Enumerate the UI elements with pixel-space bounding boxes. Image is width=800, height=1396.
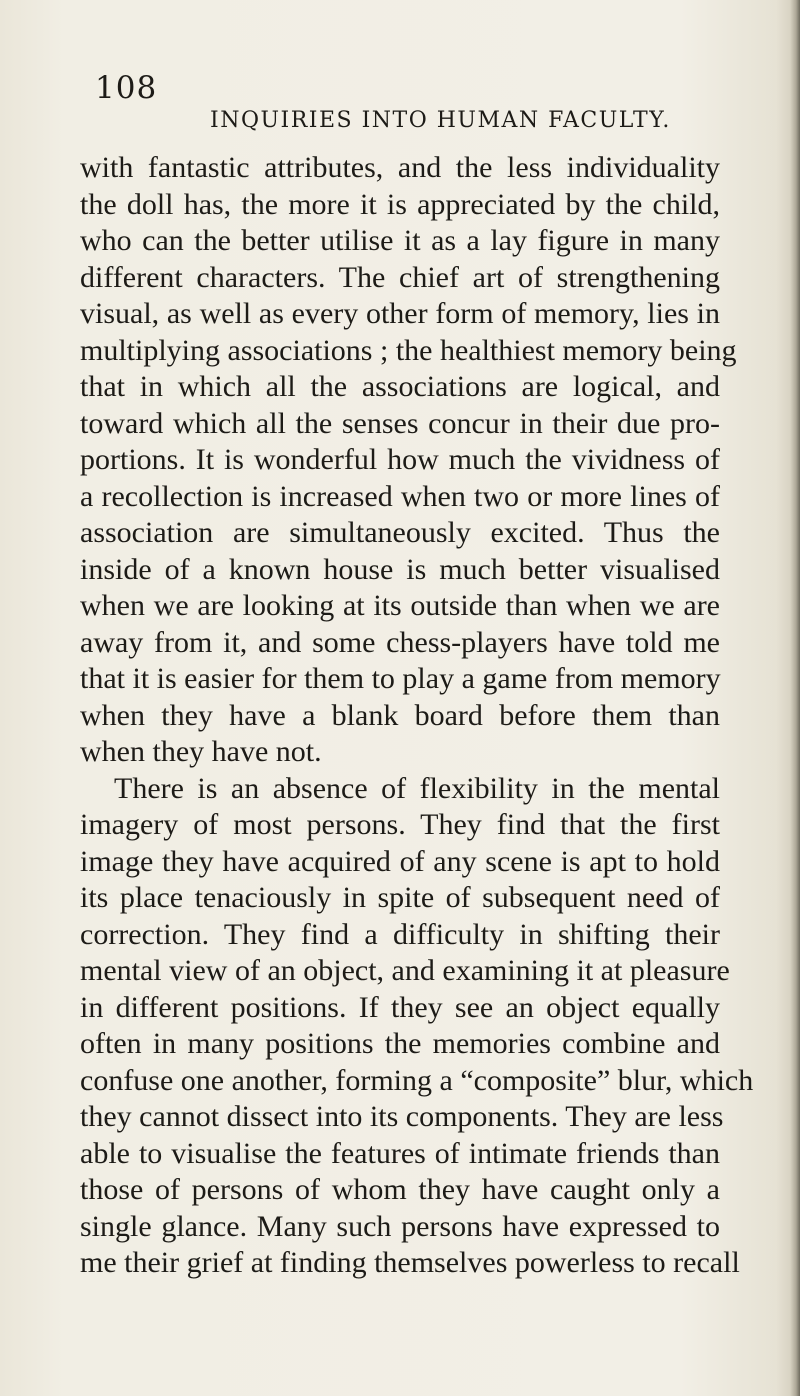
text-line: toward which all the senses concur in their due pro-	[80, 406, 720, 440]
text-line: the doll has, the more it is appreciated by the child,	[80, 187, 720, 221]
page-edge-shadow	[790, 0, 800, 1396]
text-line: when they have a blank board before them than	[80, 698, 720, 732]
page-number: 108	[95, 70, 158, 106]
text-line: a recollection is increased when two or more lines of	[80, 479, 720, 513]
text-line-paragraph-start: There is an absence of flexibility in the mental	[114, 771, 720, 805]
text-line: its place tenaciously in spite of subsequent need of	[80, 881, 720, 914]
text-line: confuse one another, forming a “composite” blur, which	[80, 1063, 754, 1097]
text-line: they cannot dissect into its components. They are less	[80, 1100, 724, 1133]
text-line: multiplying associations ; the healthiest memory being	[80, 333, 737, 367]
text-line: single glance. Many such persons have expressed to	[80, 1209, 720, 1243]
page-header	[95, 70, 671, 133]
text-line: with fantastic attributes, and the less individuality	[80, 151, 720, 184]
body-text	[80, 150, 754, 1282]
text-line: when we are looking at its outside than when we are	[80, 589, 720, 622]
text-line: those of persons of whom they have caught only a	[80, 1173, 720, 1206]
text-line: mental view of an object, and examining it at pleasure	[80, 954, 730, 987]
text-line: correction. They find a difficulty in shifting their	[80, 917, 720, 951]
text-line: that it is easier for them to play a game from memory	[80, 662, 721, 695]
text-line: often in many positions the memories combine and	[80, 1027, 720, 1060]
text-line: who can the better utilise it as a lay figure in many	[80, 224, 720, 257]
text-line: association are simultaneously excited. Thus the	[80, 516, 720, 549]
running-title: INQUIRIES INTO HUMAN FACULTY.	[210, 108, 671, 133]
text-line: me their grief at finding themselves powerless to recall	[80, 1246, 740, 1279]
text-line: able to visualise the features of intimate friends than	[80, 1136, 720, 1170]
text-line: different characters. The chief art of strengthening	[80, 260, 720, 294]
text-line: visual, as well as every other form of memory, lies in	[80, 297, 720, 330]
text-line: portions. It is wonderful how much the vividness of	[80, 443, 720, 476]
text-line: in different positions. If they see an object equally	[80, 990, 720, 1024]
text-line: away from it, and some chess-players have told me	[80, 625, 720, 659]
text-line: that in which all the associations are logical, and	[80, 370, 720, 403]
text-line-paragraph-end: when they have not.	[80, 735, 322, 768]
text-line: image they have acquired of any scene is apt to hold	[80, 844, 720, 878]
text-line: imagery of most persons. They find that the first	[80, 808, 720, 841]
text-line: inside of a known house is much better visualised	[80, 552, 720, 586]
